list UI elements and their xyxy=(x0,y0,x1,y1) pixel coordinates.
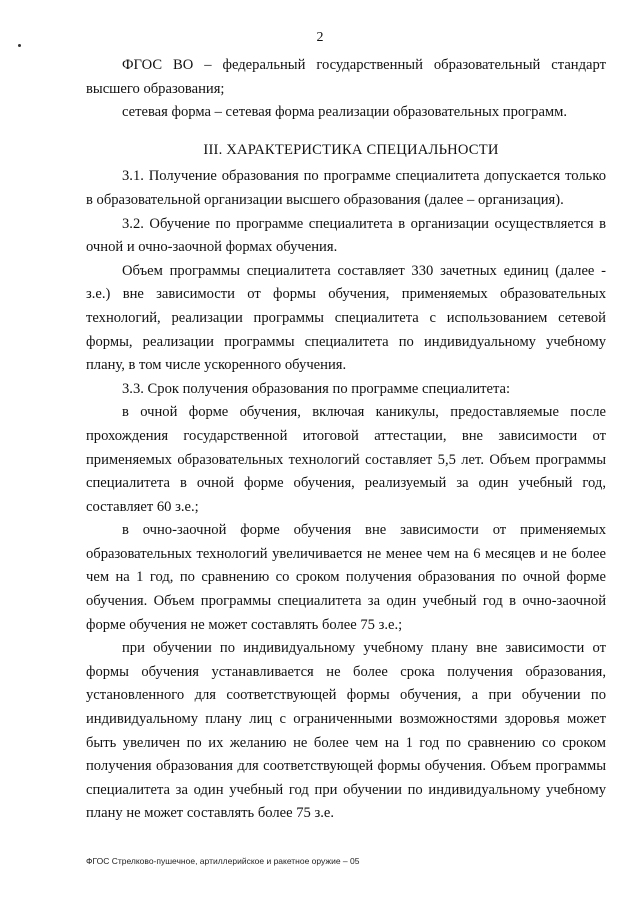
page-footer: ФГОС Стрелково-пушечное, артиллерийское и ракетное оружие – 05 xyxy=(86,856,360,866)
definition-fgos: ФГОС ВО – федеральный государственный образовательный стандарт высшего образования; xyxy=(86,57,606,97)
paragraph-full-time: в очной форме обучения, включая каникулы, предоставляемые после прохождения государственной итоговой аттестации, вне зависимости от применяемых образовательных технологий составляет 5,5 лет. Объем программы специалитета в очной форме обучения, реализуемый за один учебный год, составляет 60 з.е.; xyxy=(86,404,606,515)
paragraph-individual-plan: при обучении по индивидуальному учебному плану вне зависимости от формы обучения устанавливается не более срока получения образования, установленного для соответствующей формы обучения, а при обучении по индивидуальному плану лиц с ограниченными возможностями здоровья может быть увеличен по их желанию не более чем на 1 год по сравнению со сроком получения образования для соответствующей формы обучения. Объем программы специалитета за один учебный год при обучении по индивидуальному учебному плану не может составлять более 75 з.е. xyxy=(86,640,606,822)
definition-network-form: сетевая форма – сетевая форма реализации образовательных программ. xyxy=(122,104,568,121)
document-body xyxy=(86,54,606,826)
paragraph-3-1: 3.1. Получение образования по программе специалитета допускается только в образовательной организации высшего образования (далее – организация). xyxy=(86,168,606,208)
page-number: 2 xyxy=(316,30,324,45)
section-heading: III. ХАРАКТЕРИСТИКА СПЕЦИАЛЬНОСТИ xyxy=(203,141,499,158)
paragraph-part-time: в очно-заочной форме обучения вне зависимости от применяемых образовательных технологий увеличивается не менее чем на 6 месяцев и не более чем на 1 год, по сравнению со сроком получения образования по очной форме обучения. Объем программы специалитета за один учебный год в очно-заочной форме обучения не может составлять более 75 з.е.; xyxy=(86,522,606,633)
paragraph-volume: Объем программы специалитета составляет 330 зачетных единиц (далее - з.е.) вне зависимости от формы обучения, применяемых образовательных технологий, реализации программы специалитета с использованием сетевой формы, реализации программы специалитета по индивидуальному учебному плану, в том числе ускоренного обучения. xyxy=(86,262,606,374)
paragraph-3-3: 3.3. Срок получения образования по программе специалитета: xyxy=(122,380,511,397)
paragraph-3-2: 3.2. Обучение по программе специалитета в организации осуществляется в очной и очно-заочной формах обучения. xyxy=(86,215,606,256)
scan-speck xyxy=(18,44,21,47)
